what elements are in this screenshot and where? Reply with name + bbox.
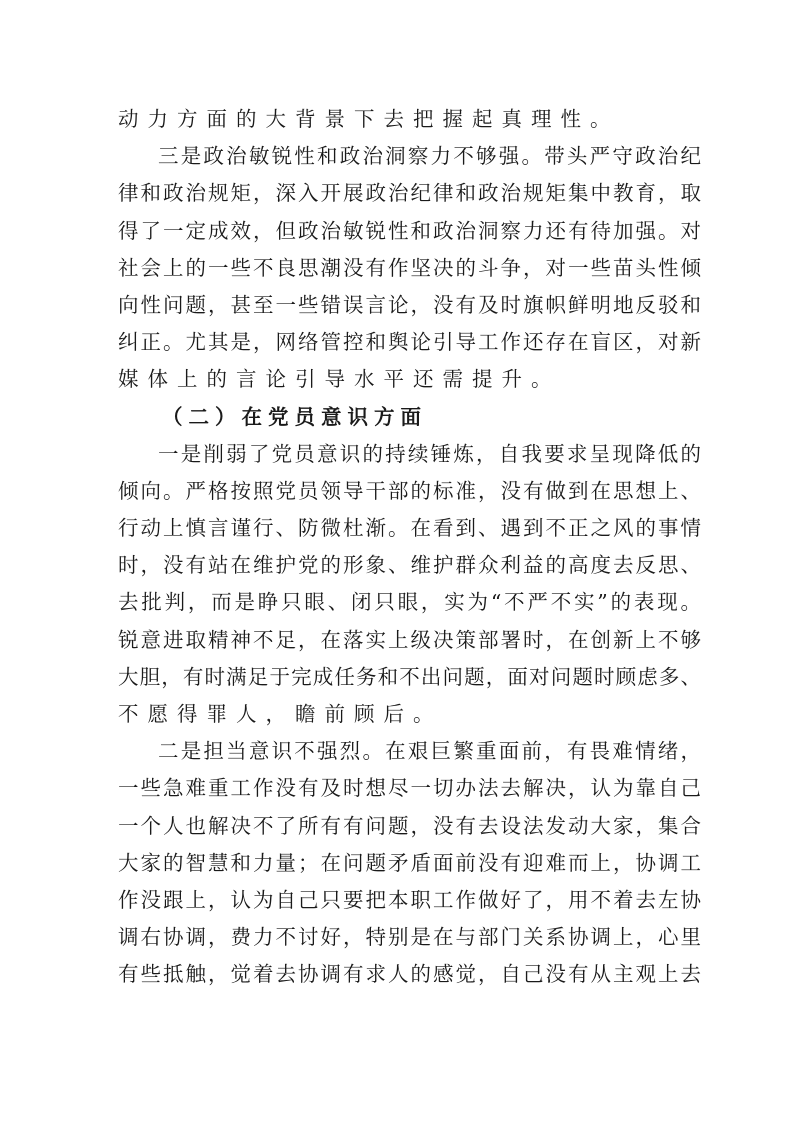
document-page bbox=[118, 101, 701, 994]
paragraph bbox=[118, 138, 701, 398]
text-line: 作没跟上，认为自己只要把本职工作做好了，用不着去左协 bbox=[118, 887, 701, 912]
text-line: 一个人也解决不了所有有问题，没有去设法发动大家，集合 bbox=[118, 813, 701, 838]
text-line: 二是担当意识不强烈。在艰巨繁重面前，有畏难情绪， bbox=[158, 739, 701, 764]
text-line: 有些抵触，觉着去协调有求人的感觉，自己没有从主观上去 bbox=[118, 962, 701, 987]
text-line: 不愿得罪人，瞻前顾后。 bbox=[118, 702, 443, 726]
text-line: 一些急难重工作没有及时想尽一切办法去解决，认为靠自己 bbox=[118, 776, 701, 801]
text-line: 社会上的一些不良思潮没有作坚决的斗争，对一些苗头性倾 bbox=[118, 255, 701, 280]
text-line: 一是削弱了党员意识的持续锤炼，自我要求呈现降低的 bbox=[158, 441, 701, 466]
heading-text: （二）在党员意识方面 bbox=[162, 404, 427, 429]
text-line: 大胆，有时满足于完成任务和不出问题，面对问题时顾虑多、 bbox=[118, 664, 701, 689]
text-line: 行动上慎言谨行、防微杜渐。在看到、遇到不正之风的事情 bbox=[118, 516, 701, 541]
text-line: 去批判，而是睁只眼、闭只眼，实为“不严不实”的表现。 bbox=[118, 590, 701, 615]
text-line: 时，没有站在维护党的形象、维护群众利益的高度去反思、 bbox=[118, 553, 701, 578]
text-line: 倾向。严格按照党员领导干部的标准，没有做到在思想上、 bbox=[118, 478, 701, 503]
text-line: 动力方面的大背景下去把握起真理性。 bbox=[118, 107, 620, 131]
text-line: 调右协调，费力不讨好，特别是在与部门关系协调上，心里 bbox=[118, 925, 701, 950]
text-line: 纠正。尤其是，网络管控和舆论引导工作还存在盲区，对新 bbox=[118, 330, 701, 355]
text-line: 向性问题，甚至一些错误言论，没有及时旗帜鲜明地反驳和 bbox=[118, 292, 701, 317]
text-line: 得了一定成效，但政治敏锐性和政治洞察力还有待加强。对 bbox=[118, 218, 701, 243]
text-line: 媒体上的言论引导水平还需提升。 bbox=[118, 367, 561, 392]
paragraph bbox=[118, 101, 701, 138]
paragraph bbox=[118, 436, 701, 734]
text-line: 大家的智慧和力量；在问题矛盾面前没有迎难而上，协调工 bbox=[118, 850, 701, 875]
text-line: 律和政治规矩，深入开展政治纪律和政治规矩集中教育，取 bbox=[118, 181, 701, 206]
paragraph bbox=[118, 733, 701, 993]
text-line: 锐意进取精神不足，在落实上级决策部署时，在创新上不够 bbox=[118, 627, 701, 652]
text-line: 三是政治敏锐性和政治洞察力不够强。带头严守政治纪 bbox=[158, 144, 701, 169]
section-heading bbox=[118, 399, 701, 436]
